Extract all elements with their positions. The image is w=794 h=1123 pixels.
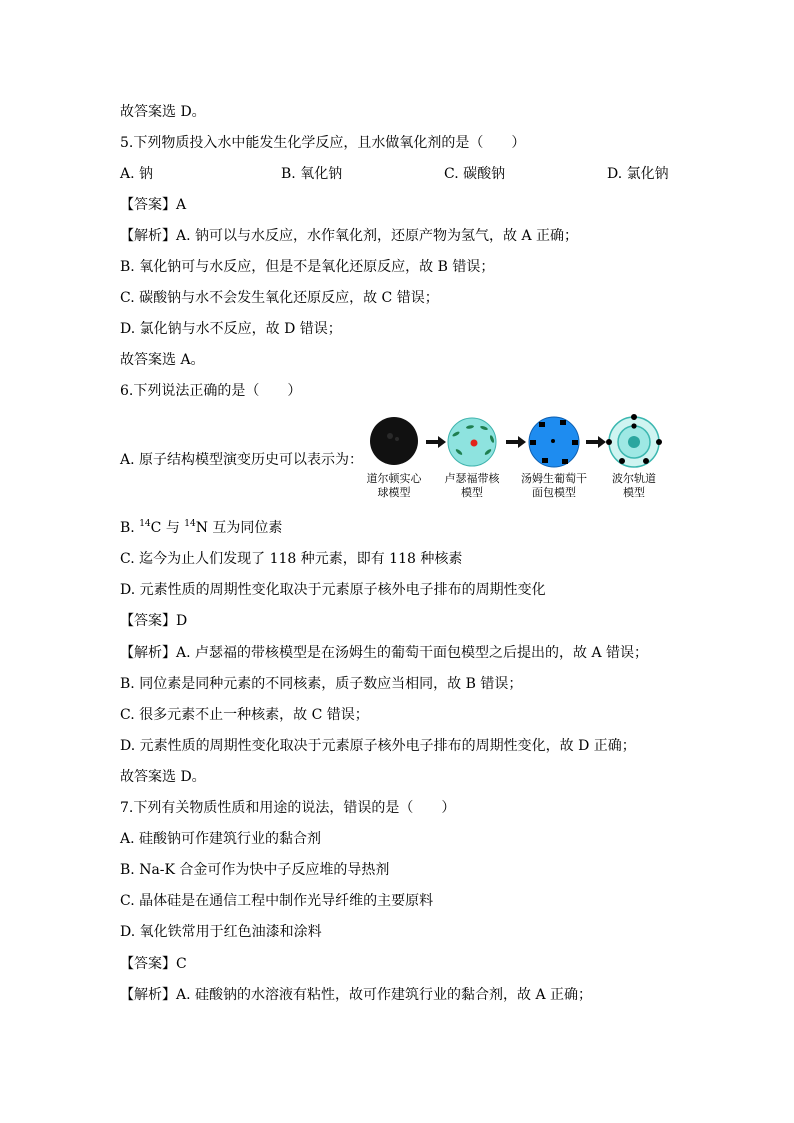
explanation-line: D. 元素性质的周期性变化取决于元素原子核外电子排布的周期性变化，故 D 正确； — [120, 738, 636, 754]
option-c: C. 迄今为止人们发现了 118 种元素，即有 118 种核素 — [120, 551, 463, 567]
question-6: 6.下列说法正确的是（ ） — [120, 383, 302, 399]
explanation-line: 【解析】A. 硅酸钠的水溶液有粘性，故可作建筑行业的黏合剂，故 A 正确； — [120, 987, 593, 1003]
explanation-line: B. 同位素是同种元素的不同核素，质子数应当相同，故 B 错误； — [120, 676, 523, 692]
question-5-options — [120, 164, 680, 184]
caption-thomson: 汤姆生葡萄干面包模型 — [521, 472, 587, 499]
caption-rutherford: 卢瑟福带核模型 — [444, 472, 500, 499]
answer-5: 【答案】A — [120, 197, 187, 213]
option-a: A. 钠 — [120, 166, 154, 182]
text-line: 故答案选 D。 — [120, 769, 206, 785]
option-d: D. 元素性质的周期性变化取决于元素原子核外电子排布的周期性变化 — [120, 582, 546, 598]
option-d: D. 氯化钠 — [607, 166, 669, 182]
option-c: C. 晶体硅是在通信工程中制作光导纤维的主要原料 — [120, 893, 434, 909]
caption-dalton: 道尔顿实心球模型 — [366, 472, 422, 499]
explanation-line: C. 很多元素不止一种核素，故 C 错误； — [120, 707, 369, 723]
question-7: 7.下列有关物质性质和用途的说法，错误的是（ ） — [120, 800, 456, 816]
arrow-icon — [426, 436, 446, 448]
atom-model-diagram — [364, 414, 664, 506]
dalton-model — [370, 417, 418, 465]
option-b: B. 氧化钠 — [281, 166, 343, 182]
text-line: 故答案选 A。 — [120, 352, 205, 368]
option-b: B. Na-K 合金可作为快中子反应堆的导热剂 — [120, 862, 390, 878]
option-d: D. 氧化铁常用于红色油漆和涂料 — [120, 924, 322, 940]
explanation-line: D. 氯化钠与水不反应，故 D 错误； — [120, 321, 342, 337]
question-5: 5.下列物质投入水中能发生化学反应，且水做氧化剂的是（ ） — [120, 135, 526, 151]
explanation-line: 【解析】A. 卢瑟福的带核模型是在汤姆生的葡萄干面包模型之后提出的，故 A 错误； — [120, 645, 649, 661]
answer-7: 【答案】C — [120, 956, 187, 972]
explanation-line: B. 氧化钠可与水反应，但是不是氧化还原反应，故 B 错误； — [120, 259, 495, 275]
arrow-icon — [506, 436, 526, 448]
arrow-icon — [586, 436, 606, 448]
text-line: 故答案选 D。 — [120, 104, 206, 120]
option-a: A. 硅酸钠可作建筑行业的黏合剂 — [120, 831, 322, 847]
option-b: B. $^{14}$C 与 $^{14}$N 互为同位素 — [120, 519, 283, 536]
answer-6: 【答案】D — [120, 613, 188, 629]
explanation-line: 【解析】A. 钠可以与水反应，水作氧化剂，还原产物为氢气，故 A 正确； — [120, 228, 579, 244]
explanation-line: C. 碳酸钠与水不会发生氧化还原反应，故 C 错误； — [120, 290, 439, 306]
option-a: A. 原子结构模型演变历史可以表示为： — [120, 452, 364, 468]
caption-bohr: 波尔轨道模型 — [612, 472, 656, 499]
option-c: C. 碳酸钠 — [444, 166, 506, 182]
